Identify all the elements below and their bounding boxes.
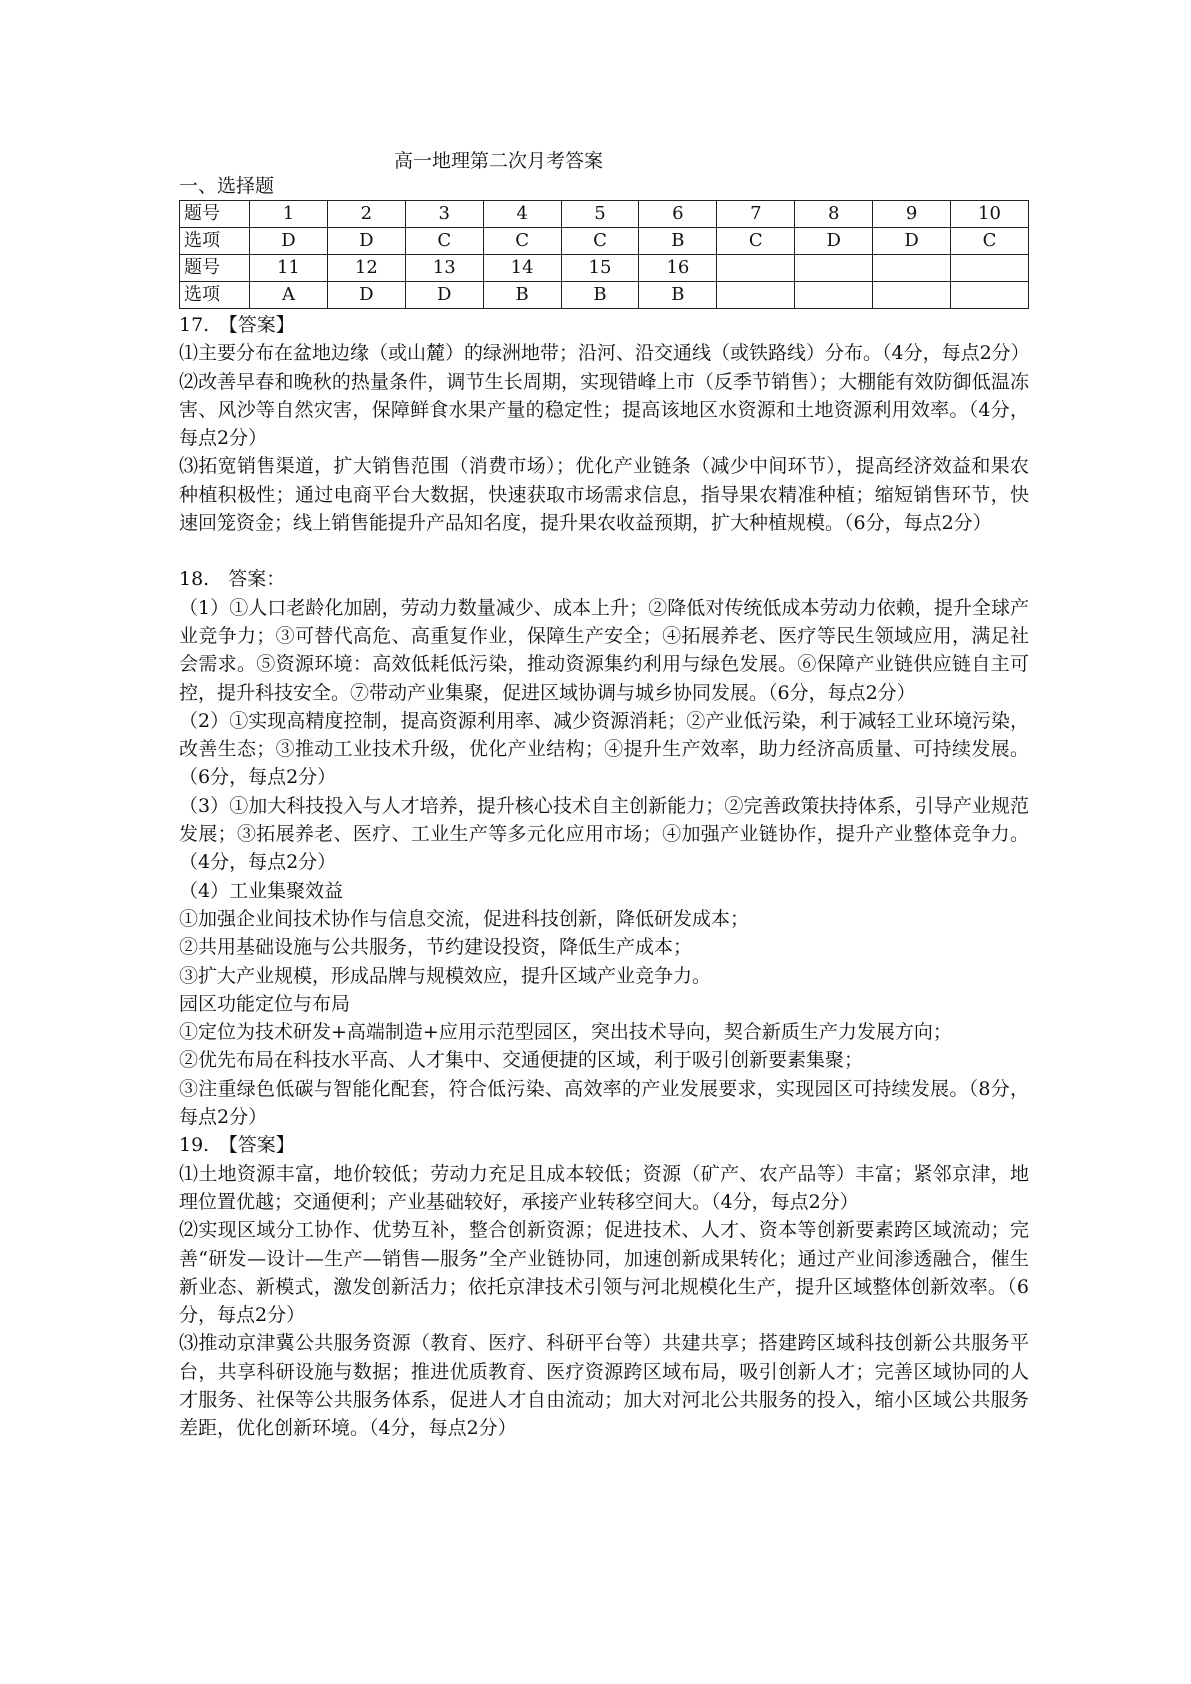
q18-point: ①定位为技术研发+高端制造+应用示范型园区，突出技术导向，契合新质生产力发展方向； (179, 1021, 952, 1044)
table-cell (873, 255, 951, 282)
q19-heading: 19. 【答案】 (179, 1134, 295, 1157)
table-cell: 4 (483, 201, 561, 228)
table-cell: 11 (250, 255, 328, 282)
table-cell: 16 (639, 255, 717, 282)
table-cell: B (561, 282, 639, 309)
table-cell (795, 255, 873, 282)
table-cell: 14 (483, 255, 561, 282)
table-cell: 选项 (180, 228, 250, 255)
table-cell: 13 (405, 255, 483, 282)
q19-part3: ⑶推动京津冀公共服务资源（教育、医疗、科研平台等）共建共享；搭建跨区域科技创新公共服务平台，共享科研设施与数据；推进优质教育、医疗资源跨区域布局，吸引创新人才；完善区域协同的人才服务、社保等公共服务体系，促进人才自由流动；加大对河北公共服务的投入，缩小区域公共服务差距，优化创新环境。（4分，每点2分） (179, 1332, 1029, 1440)
q18-part3: （3）①加大科技投入与人才培养，提升核心技术自主创新能力；②完善政策扶持体系，引导产业规范发展；③拓展养老、医疗、工业生产等多元化应用市场；④加强产业链协作，提升产业整体竞争力。（4分，每点2分） (179, 794, 1029, 874)
table-row (180, 201, 1029, 228)
document-title: 高一地理第二次月考答案 (394, 150, 604, 172)
table-cell: B (483, 282, 561, 309)
section-heading-choice: 一、选择题 (179, 175, 275, 197)
table-cell (717, 255, 795, 282)
table-cell: C (717, 228, 795, 255)
q18-point: ①加强企业间技术协作与信息交流，促进科技创新，降低研发成本； (179, 907, 750, 930)
table-cell: D (327, 282, 405, 309)
table-cell: B (639, 282, 717, 309)
q18-point: ③扩大产业规模，形成品牌与规模效应，提升区域产业竞争力。 (179, 964, 712, 987)
table-cell: C (405, 228, 483, 255)
q18-part4-heading: （4）工业集聚效益 (179, 879, 344, 902)
table-cell: D (873, 228, 951, 255)
table-cell: D (250, 228, 328, 255)
table-cell: 题号 (180, 255, 250, 282)
q18-part2: （2）①实现高精度控制，提高资源利用率、减少资源消耗；②产业低污染，利于减轻工业环境污染，改善生态；③推动工业技术升级，优化产业结构；④提升生产效率，助力经济高质量、可持续发展。（6分，每点2分） (179, 709, 1029, 789)
table-cell: 8 (795, 201, 873, 228)
q18-point: ③注重绿色低碳与智能化配套，符合低污染、高效率的产业发展要求，实现园区可持续发展。（8分，每点2分） (179, 1077, 1029, 1129)
table-cell (795, 282, 873, 309)
q18-heading: 18. 答案： (179, 568, 286, 591)
table-cell: 2 (327, 201, 405, 228)
table-cell: A (250, 282, 328, 309)
q18-point: ②优先布局在科技水平高、人才集中、交通便捷的区域，利于吸引创新要素集聚； (179, 1049, 864, 1072)
q19-part1: ⑴土地资源丰富，地价较低；劳动力充足且成本较低；资源（矿产、农产品等）丰富；紧邻京津，地理位置优越；交通便利；产业基础较好，承接产业转移空间大。（4分，每点2分） (179, 1162, 1029, 1213)
table-cell: C (561, 228, 639, 255)
table-cell: 12 (327, 255, 405, 282)
table-cell: D (795, 228, 873, 255)
table-cell: D (405, 282, 483, 309)
table-cell: 5 (561, 201, 639, 228)
table-cell (951, 282, 1029, 309)
table-cell: C (951, 228, 1029, 255)
q18-subheading: 园区功能定位与布局 (179, 992, 351, 1015)
table-cell: D (327, 228, 405, 255)
answer-body (179, 311, 1029, 1443)
table-cell: B (639, 228, 717, 255)
q19-part2: ⑵实现区域分工协作、优势互补，整合创新资源；促进技术、人才、资本等创新要素跨区域流动；完善“研发—设计—生产—销售—服务”全产业链协同，加速创新成果转化；通过产业间渗透融合，催生新业态、新模式，激发创新活力；依托京津技术引领与河北规模化生产，提升区域整体创新效率。（6分，每点2分） (179, 1219, 1029, 1327)
table-cell: 1 (250, 201, 328, 228)
q18-point: ②共用基础设施与公共服务，节约建设投资，降低生产成本； (179, 936, 693, 959)
table-cell: C (483, 228, 561, 255)
table-cell: 3 (405, 201, 483, 228)
table-row (180, 282, 1029, 309)
table-cell (873, 282, 951, 309)
q17-heading: 17. 【答案】 (179, 314, 295, 336)
table-row (180, 255, 1029, 282)
q17-part1: ⑴主要分布在盆地边缘（或山麓）的绿洲地带；沿河、沿交通线（或铁路线）分布。（4分，每点2分） (179, 342, 1030, 365)
q17-part3: ⑶拓宽销售渠道，扩大销售范围（消费市场）；优化产业链条（减少中间环节），提高经济效益和果农种植积极性；通过电商平台大数据，快速获取市场需求信息，指导果农精准种植；缩短销售环节，快速回笼资金；线上销售能提升产品知名度，提升果农收益预期，扩大种植规模。（6分，每点2分） (179, 455, 1029, 535)
table-cell: 10 (951, 201, 1029, 228)
table-cell: 6 (639, 201, 717, 228)
table-cell (951, 255, 1029, 282)
q18-part1: （1）①人口老龄化加剧，劳动力数量减少、成本上升；②降低对传统低成本劳动力依赖，提升全球产业竞争力；③可替代高危、高重复作业，保障生产安全；④拓展养老、医疗等民生领域应用，满足社会需求。⑤资源环境：高效低耗低污染，推动资源集约利用与绿色发展。⑥保障产业链供应链自主可控，提升科技安全。⑦带动产业集聚，促进区域协调与城乡协同发展。（6分，每点2分） (179, 596, 1029, 704)
table-cell (717, 282, 795, 309)
table-cell: 7 (717, 201, 795, 228)
table-cell: 15 (561, 255, 639, 282)
table-cell: 9 (873, 201, 951, 228)
table-cell: 题号 (180, 201, 250, 228)
q17-part2: ⑵改善早春和晚秋的热量条件，调节生长周期，实现错峰上市（反季节销售）；大棚能有效防御低温冻害、风沙等自然灾害，保障鲜食水果产量的稳定性；提高该地区水资源和土地资源利用效率。（4分，每点2分） (179, 370, 1029, 450)
answer-table (179, 200, 1029, 309)
table-cell: 选项 (180, 282, 250, 309)
table-row (180, 228, 1029, 255)
